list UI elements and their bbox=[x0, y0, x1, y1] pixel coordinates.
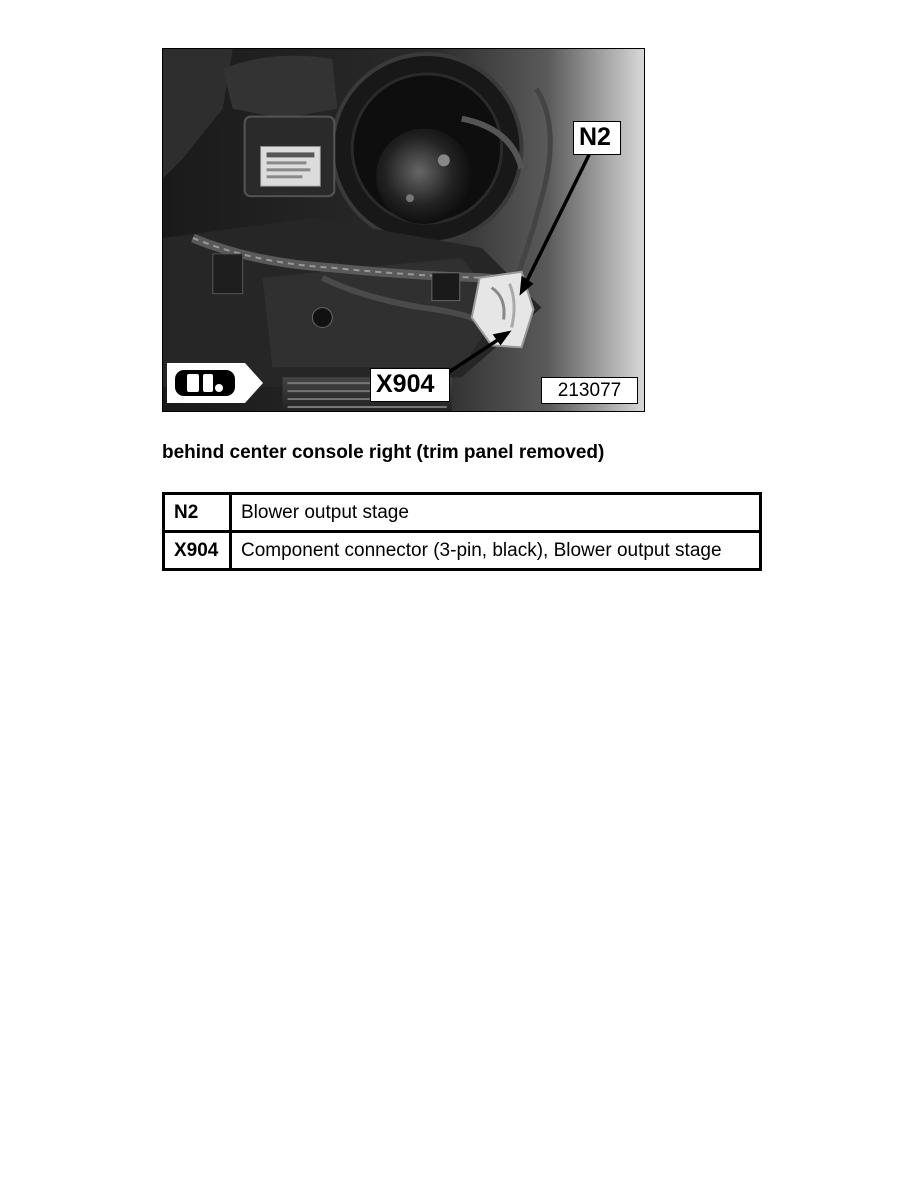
legend-row bbox=[164, 494, 761, 532]
callout-x904-label: X904 bbox=[370, 368, 450, 402]
callout-n2-label: N2 bbox=[573, 121, 621, 155]
component-location-photo bbox=[162, 48, 645, 412]
legend-code: N2 bbox=[164, 494, 231, 532]
legend-description: Component connector (3-pin, black), Blower output stage bbox=[231, 532, 761, 570]
legend-description: Blower output stage bbox=[231, 494, 761, 532]
photo-illustration bbox=[163, 49, 644, 411]
figure-caption: behind center console right (trim panel removed) bbox=[162, 442, 605, 463]
legend-row bbox=[164, 532, 761, 570]
figure-number: 213077 bbox=[541, 377, 638, 404]
legend-code: X904 bbox=[164, 532, 231, 570]
vehicle-view-icon bbox=[167, 363, 263, 403]
component-legend-table bbox=[162, 492, 762, 571]
